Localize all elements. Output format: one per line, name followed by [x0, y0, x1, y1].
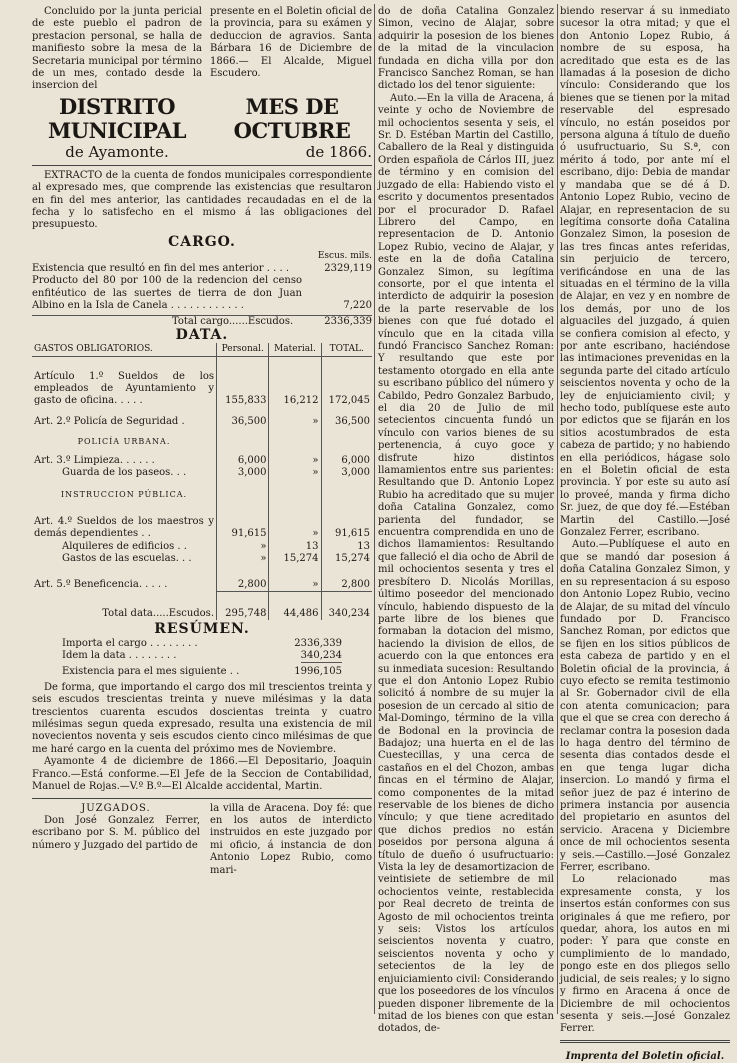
table-row: Artículo 1.º Sueldos de los empleados de Ayuntamiento y gasto de oficina. . . . . 155,833 16,212 172,045 [32, 356, 372, 408]
divider [32, 798, 372, 799]
data-table [32, 343, 372, 620]
intro-text-right: presente en el Boletin oficial de la provincia, para su exámen y deduccion de agravios. Santa Bárbara 16 de Diciembre de 1866.— El Alcalde, Miguel Escudero. [210, 6, 372, 80]
auto-text: do de doña Catalina Gonzalez Simon, vecino de Alajar, sobre adquirir la posesion de los bienes de la mitad de la vinculacion fundada en dicha villa por don Francisco Sanchez Roman, se han dictado los del tenor siguiente: [378, 6, 554, 92]
resumen-block [32, 638, 372, 679]
imprint: Imprenta del Boletin oficial. [565, 1050, 725, 1062]
table-row: Gastos de las escuelas. . . » 15,274 15,274 [62, 553, 370, 564]
table-row: Art. 2.º Policía de Seguridad . 36,500 » 36,500 [32, 408, 372, 428]
resumen-row: Existencia para el mes siguiente . . 1996,105 [62, 666, 342, 678]
table-section: POLICÍA URBANA. [32, 428, 372, 448]
juzgados-text-right: la villa de Aracena. Doy fé: que en los autos de interdicto instruidos en este juzgado por mi oficio, á instancia de don Antonio Lopez Rubio, como mari- [210, 802, 372, 876]
table-section: INSTRUCCION PÚBLICA. [32, 479, 372, 501]
column-rule [557, 4, 558, 1014]
divider [32, 165, 372, 166]
extract-text: EXTRACTO de la cuenta de fondos municipales correspondiente al expresado mes, que comprende las existencias que resultaron en fin del mes anterior, las cantidades recaudadas en el de la fecha y lo satisfecho en el mismo á las obligaciones del presupuesto. [32, 169, 372, 231]
resumen-heading: RESÚMEN. [154, 621, 250, 638]
title-distrito: DISTRITO MUNICIPAL [48, 93, 186, 143]
subtitle-ayamonte: de Ayamonte. [65, 142, 169, 161]
cargo-total: Total cargo......Escudos. 2336,339 [32, 315, 372, 328]
header-block [32, 95, 372, 161]
table-row: Art. 5.º Beneficencia. . . . . 2,800 » 2,800 [32, 565, 372, 591]
juzgados-text: Don José Gonzalez Ferrer, escribano por S. M. público del número y Juzgado del partido de [32, 814, 200, 851]
resumen-row: Idem la data . . . . . . . . 340,234 [62, 650, 342, 663]
column-court-auto [378, 6, 554, 1036]
title-mes: MES DE OCTUBRE [233, 93, 351, 143]
intro-block [32, 6, 372, 93]
column-municipal-accounts [32, 6, 372, 877]
table-header: GASTOS OBLIGATORIOS. Personal. Material. TOTAL. [32, 343, 372, 356]
column-court-auto-cont [560, 6, 730, 1063]
auto-text: Auto.—En la villa de Aracena, á veinte y ocho de Noviembre de mil ochocientos sesenta y seis, el Sr. D. Estéban Martin del Castillo, Caballero de la Real y distinguida Orden española de Cárlos III, juez de término y en comision del juzgado de ella: Habiendo visto el escrito y documentos presentados por el procurador D. Rafael Librero del Campo, en representacion de D. Antonio Lopez Rubio, vecino de Alajar, y este en la de doña Catalina Gonzalez Simon, su legítima consorte, por el que intenta el interdicto de adquirir la posesion de la parte reservable de los bienes con que fué dotado el vínculo que en la citada villa fundó Francisco Sanchez Roman: Y resultando que este por testamento otorgado en ella ante su escribano público del número y Cabildo, Pedro Gonzalez Barbudo, el dia 20 de Julio de mil setecientos cincuenta fundó un vínculo con varios bienes de su pertenencia, á cuyo goce y disfrute hizo distintos llamamientos entre sus parientes: Resultando que D. Antonio Lopez Rubio ha acreditado que su mujer doña Catalina Gonzalez, como parienta del fundador, se encuentra comprendida en uno de dichos llamamientos: Resultando que falleció el dia ocho de Abril de mil ochocientos sesenta y tres el presbítero D. Nicolás Morillas, último poseedor del mencionado vínculo, habiendo dispuesto de la parte libre de los bienes que formaban la dotacion del mismo, haciendo la division de ellos, de acuerdo con la que entonces era su inmediata sucesion: Resultando que el don Antonio Lopez Rubio solicitó á nombre de su mujer la posesion de un cercado al sitio de Mal-Domingo, término de la villa de Bodonal en la provincia de Badajoz; una huerta en el de las Cuestecillas, y una cerca de castaños en el del Chozon, ambas fincas en el término de Alajar, como componentes de la mitad reservable de los bienes de dicho vínculo; y que tiene acreditado que dichos predios no están poseidos por persona alguna á título de dueño ó usufructuario: Vista la ley de desamortizacion de veintisiete de setiembre de mil ochocientos veinte, restablecida por Real decreto de treinta de Agosto de mil ochocientos treinta y seis: Vistos los artículos seiscientos noventa y cuatro, seiscientos noventa y ocho y setecientos de la ley de enjuiciamiento civil: Considerando que los poseedores de los vínculos pueden disponer libremente de la mitad de los bienes con que estan dotados, de- [378, 92, 555, 1035]
column-rule [374, 4, 375, 1014]
currency-label: Escus. mils. [317, 251, 372, 262]
divider [560, 1040, 730, 1043]
cargo-row: Existencia que resultó en fin del mes anterior . . . . 2329,119 [32, 262, 372, 274]
cargo-row: Producto del 80 por 100 de la redencion del censo enfitéutico de las suertes de tierra de don Juan Albino en la Isla de Canela . . . . . . . . . . . . 7,220 [32, 275, 372, 311]
table-total: Total data.....Escudos. 295,748 44,486 340,234 [32, 592, 372, 620]
table-row: Guarda de los paseos. . . 3,000 » 3,000 [62, 466, 370, 478]
auto-text: Auto.—Publíquese el auto en que se mandó dar posesion á doña Catalina Gonzalez Simon, y en su representacion á su esposo don Antonio Lopez Rubio, vecino de Alajar, de su mitad del vínculo fundado por D. Francisco Sanchez Roman, por edictos que se fijen en los sitios públicos de esta cabeza de partido y en el Boletin oficial de la provincia, á cuyo efecto se remita testimonio al Sr. Gobernador civil de ella con atenta comunicacion; para que el que se crea con derecho á reclamar contra la posesion dada lo haga dentro del término de sesenta dias contados desde el en que tenga lugar dicha insercion. Lo mandó y firma el señor juez de paz é interino de primera instancia por ausencia del propietario en asuntos del servicio. Aracena y Diciembre once de mil ochocientos sesenta y seis.—Castillo.—José Gonzalez Ferrer, escribano. [560, 539, 730, 874]
table-row: Alquileres de edificios . . » 13 13 [62, 540, 370, 552]
cargo-heading: CARGO. [168, 233, 236, 250]
signature-text: Ayamonte 4 de diciembre de 1866.—El Depositario, Joaquin Franco.—Está conforme.—El Jefe de la Seccion de Contabilidad, Manuel de Rojas.—V.º B.º—El Alcalde accidental, Martin. [32, 756, 372, 793]
intro-text: Concluido por la junta pericial de este pueblo el padron de prestacion personal, se halla de manifiesto sobre la mesa de la Secretaria municipal por término de un mes, contado desde la insercion del [32, 6, 202, 92]
data-heading: DATA. [175, 326, 229, 343]
juzgados-heading: JUZGADOS. [81, 802, 151, 814]
resumen-row: Importa el cargo . . . . . . . . 2336,339 [62, 637, 342, 649]
closing-text: De forma, que importando el cargo dos mil trescientos treinta y seis escudos trescientas treinta y nueve milésimas y la data trescientos cuarenta escudos doscientas treinta y cuatro milésimas segun queda expresado, resulta una existencia de mil novecientos noventa y seis escudos ciento cinco milésimas de que me haré cargo en la cuenta del próximo mes de Noviembre. [32, 681, 372, 755]
subtitle-year: de 1866. [305, 142, 372, 161]
table-row: Art. 4.º Sueldos de los maestros y demás dependientes . . 91,615 » 91,615 [32, 502, 372, 541]
auto-text: Lo relacionado mas expresamente consta, y los insertos están conformes con sus originales á que me refiero, por quedar, ahora, los autos en mi poder: Y para que conste en cumplimiento de lo mandado, pongo este en dos pliegos sello judicial, de seis reales; y lo signo y firmo en Aracena á once de Diciembre de mil ochocientos sesenta y seis.—José Gonzalez Ferrer. [560, 874, 730, 1035]
juzgados-block [32, 803, 372, 877]
table-row: Art. 3.º Limpieza. . . . . . 6,000 » 6,000 [32, 449, 372, 467]
auto-text: biendo reservar á su inmediato sucesor la otra mitad; y que el don Antonio Lopez Rubio, á nombre de su esposa, ha acreditado que esta es de las llamadas á la posesion de dicho vínculo: Considerando que los bienes que se tienen por la mitad reservable del espresado vínculo, no están poseidos por persona alguna á título de dueño ó usufructuario, Su S.ª, con mérito á todo, por ante mí el escribano, dijo: Debia de mandar y mandaba que se dé á D. Antonio Lopez Rubio, vecino de Alajar, en representacion de su legítima consorte doña Catalina Gonzalez Simon, la posesion de las tres fincas antes referidas, sin perjuicio de tercero, verificándose en una de las situadas en el término de la villa de Alajar, en vez y en nombre de los demás, por uno de los alguaciles del juzgado, á quien se confiera comision al efecto, y por ante escribano, haciéndose las intimaciones prevenidas en la segunda parte del citado artículo seiscientos noventa y ocho de la ley de enjuiciamiento civil; y hecho todo, publíquese este auto por edictos que se fijarán en los sitios acostumbrados de esta cabeza de partido; y no habiendo en ella periódicos, hágase solo en el Boletin oficial de esta provincia. Y por este su auto así lo proveé, manda y firma dicho Sr. juez, de que doy fé.—Estéban Martin del Castillo.—José Gonzalez Ferrer, escribano. [560, 6, 730, 539]
